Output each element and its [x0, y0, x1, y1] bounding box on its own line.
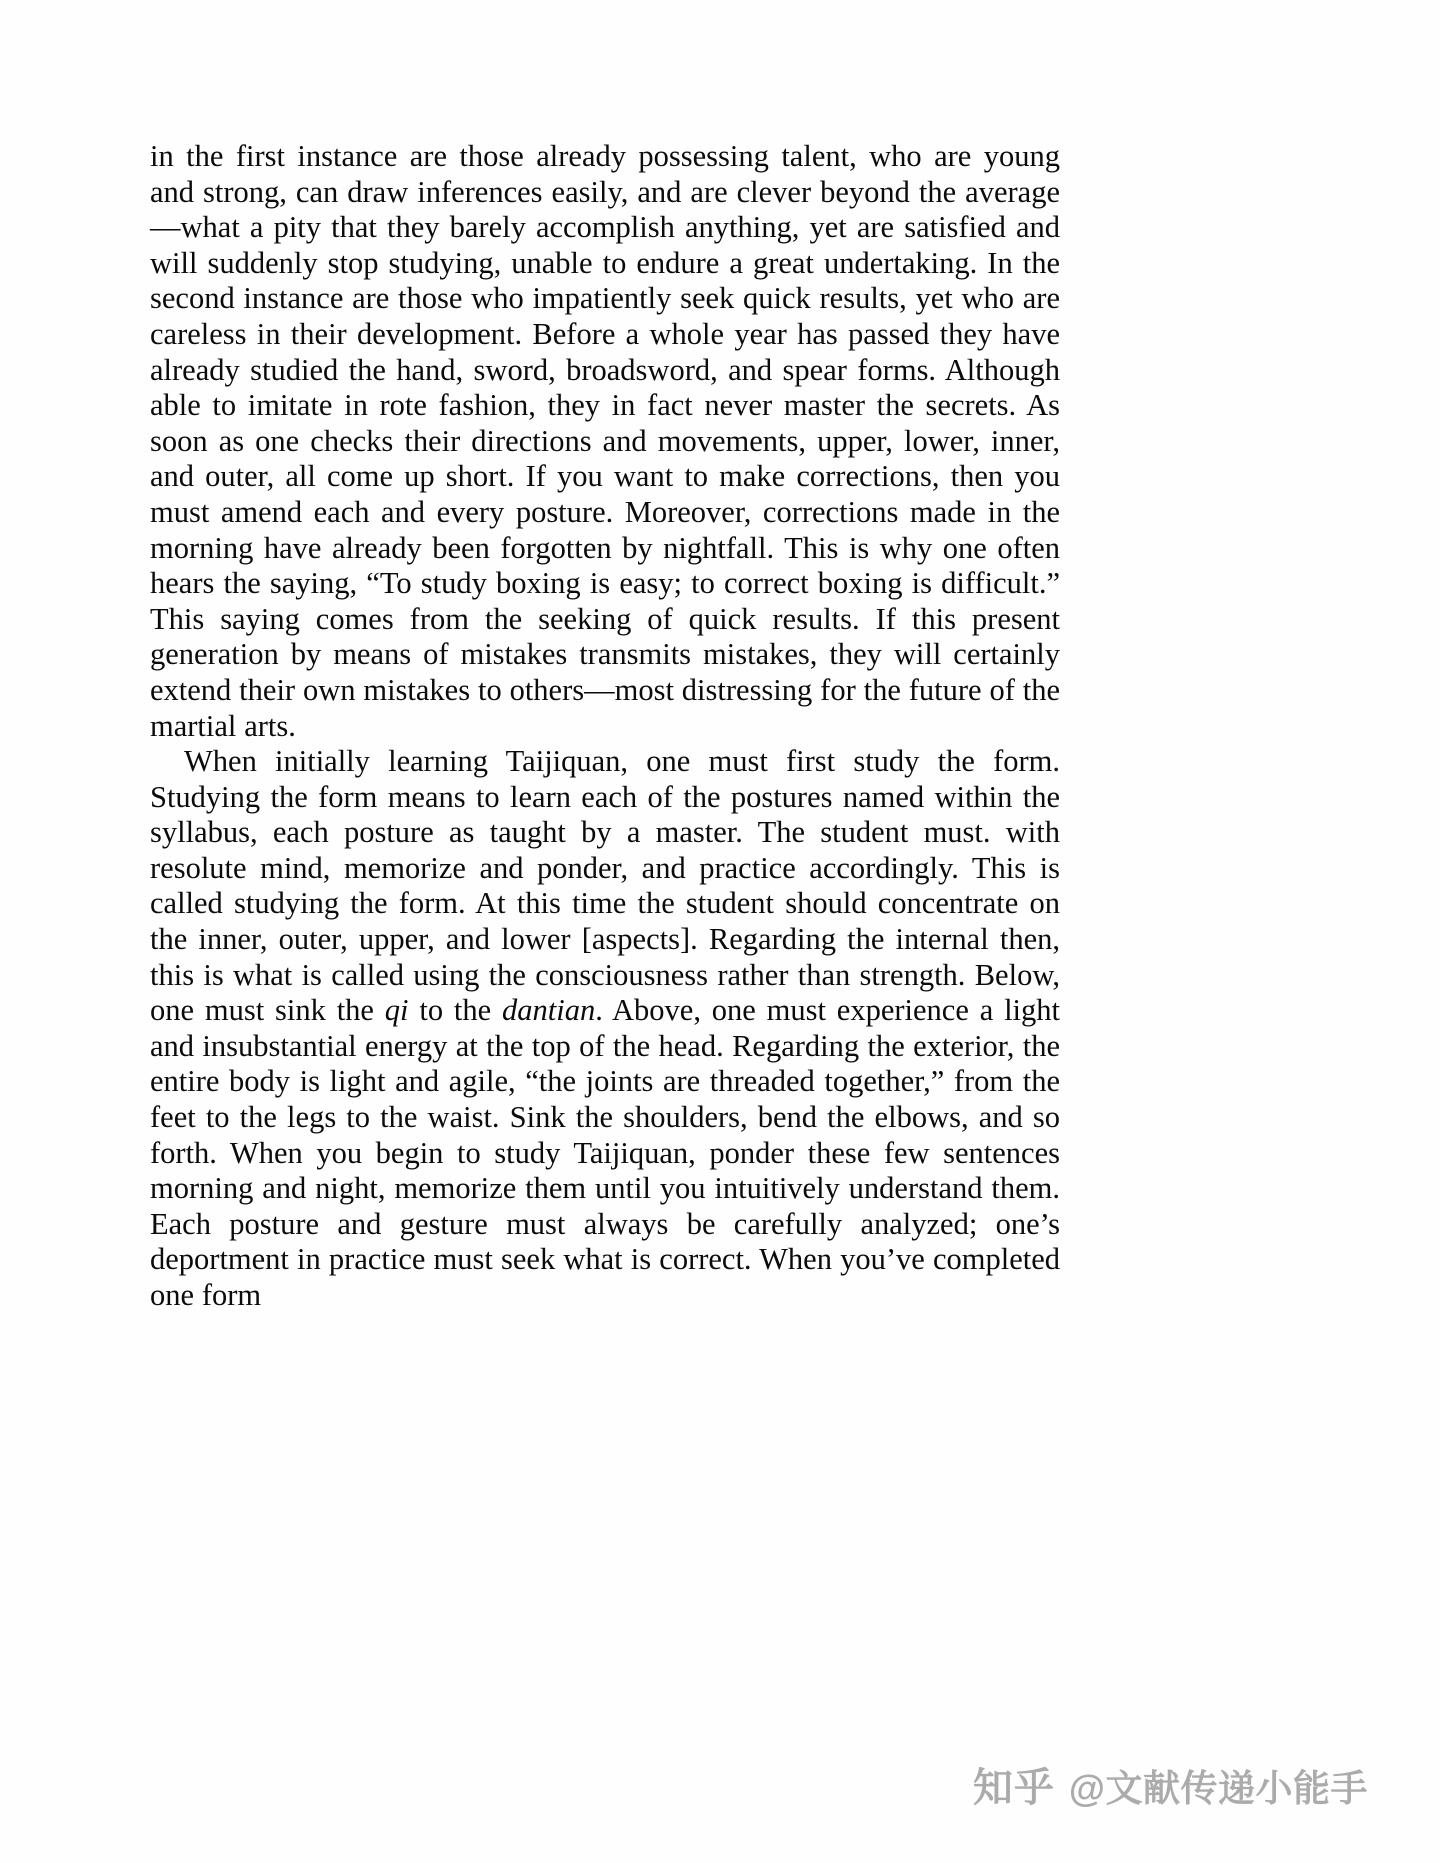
- text-run: in the first instance are those already possessing talent, who are young and strong, can draw inferences easily, and are clever beyond the average—what a pity that they barely accomplish anything, yet are satisfied and will suddenly stop studying, unable to endure a great undertaking. In the second instance are those who impatiently seek quick results, yet who are careless in their development. Before a whole year has passed they have already studied the hand, sword, broadsword, and spear forms. Although able to imitate in rote fashion, they in fact never master the secrets. As soon as one checks their directions and movements, upper, lower, inner, and outer, all come up short. If you want to make corrections, then you must amend each and every posture. Moreover, corrections made in the morning have already been forgotten by nightfall. This is why one often hears the saying, “To study boxing is easy; to correct boxing is difficult.” This saying comes from the seeking of quick results. If this present generation by means of mistakes transmits mistakes, they will certainly extend their own mistakes to others—most distressing for the future of the martial arts.: [150, 139, 1060, 743]
- paragraph-1: [150, 139, 1060, 744]
- text-run: When initially learning Taijiquan, one must first study the form. Studying the form means to learn each of the postures named within the syllabus, each posture as taught by a master. The student must. with resolute mind, memorize and ponder, and practice accordingly. This is called studying the form. At this time the student should concentrate on the inner, outer, upper, and lower [aspects]. Regarding the internal then, this is what is called using the consciousness rather than strength. Below, one must sink the: [150, 744, 1060, 1028]
- text-run: . Above, one must experience a light and insubstantial energy at the top of the head. Regarding the exterior, the entire body is light and agile, “the joints are threaded together,” from the feet to the legs to the waist. Sink the shoulders, bend the elbows, and so forth. When you begin to study Taijiquan, ponder these few sentences morning and night, memorize them until you intuitively understand them. Each posture and gesture must always be carefully analyzed; one’s deportment in practice must seek what is correct. When you’ve completed one form: [150, 993, 1060, 1312]
- zhihu-watermark: [972, 1765, 1368, 1810]
- italic-term: dantian: [502, 993, 596, 1028]
- text-run: to the: [408, 993, 503, 1028]
- body-text-column: [150, 139, 1060, 1314]
- watermark-handle: @文献传递小能手: [1068, 1767, 1368, 1809]
- paragraph-2: [150, 744, 1060, 1314]
- italic-term: qi: [384, 993, 409, 1028]
- zhihu-logo-icon: 知乎: [972, 1765, 1055, 1810]
